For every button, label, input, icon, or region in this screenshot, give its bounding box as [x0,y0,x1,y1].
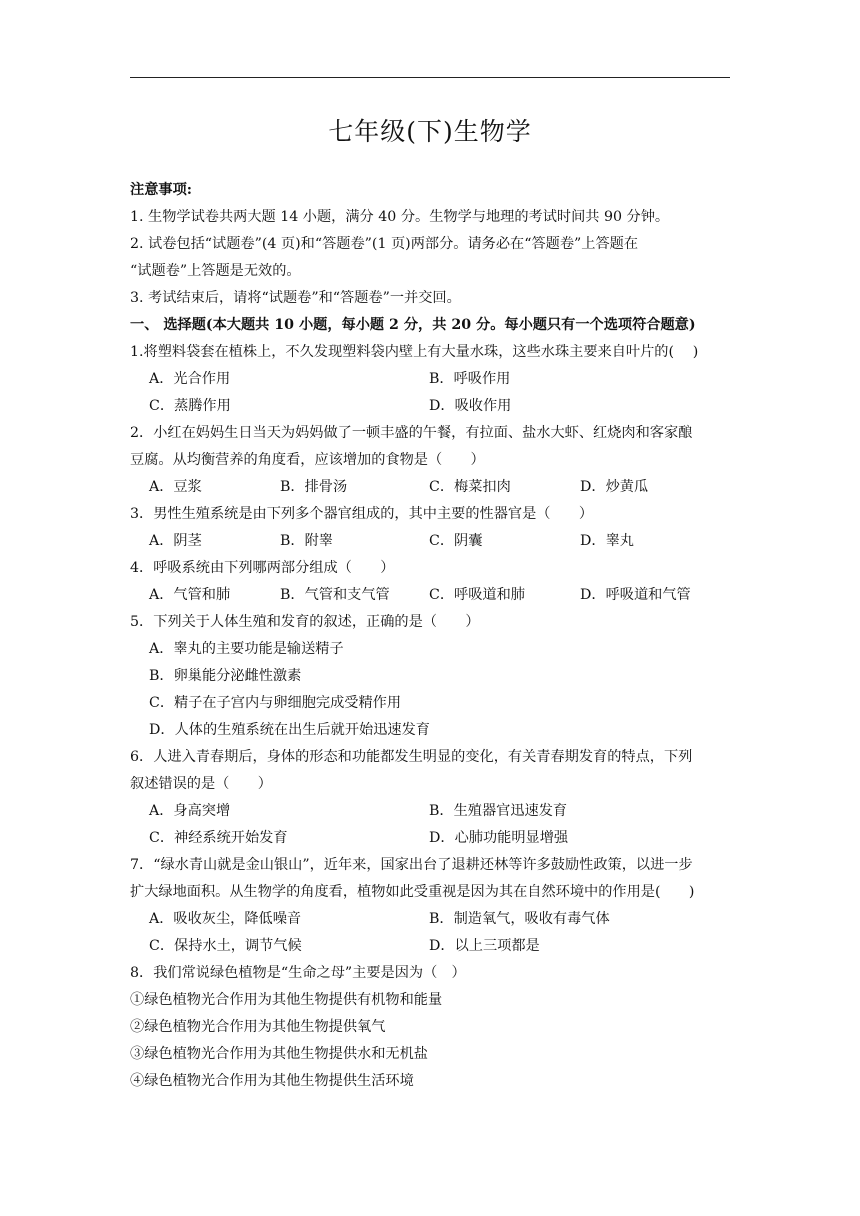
question-2-option-d: D．炒黄瓜 [580,479,649,495]
question-8-item-4: ④绿色植物光合作用为其他生物提供生活环境 [130,1073,414,1089]
question-4-option-c: C．呼吸道和肺 [429,587,525,603]
question-7-stem: 7．“绿水青山就是金山银山”，近年来，国家出台了退耕还林等许多鼓励性政策，以进一步 [130,857,693,873]
question-4-option-b: B．气管和支气管 [280,587,390,603]
question-6-stem-cont: 叙述错误的是（ ） [130,776,272,792]
question-5-option-a: A．睾丸的主要功能是输送精子 [149,641,344,657]
question-2-option-a: A．豆浆 [149,479,202,495]
question-8-item-1: ①绿色植物光合作用为其他生物提供有机物和能量 [130,992,443,1008]
question-5-option-d: D．人体的生殖系统在出生后就开始迅速发育 [149,722,430,738]
question-3-option-a: A．阴茎 [149,533,202,549]
question-8-stem: 8．我们常说绿色植物是“生命之母”主要是因为（ ） [130,965,466,981]
question-7-option-c: C．保持水土，调节气候 [149,938,302,954]
question-4-option-a: A．气管和肺 [149,587,231,603]
question-4-option-d: D．呼吸道和气管 [580,587,691,603]
question-6-option-d: D．心肺功能明显增强 [429,830,569,846]
question-1-option-b: B．呼吸作用 [429,371,511,387]
question-1-option-a: A．光合作用 [149,371,231,387]
question-1-stem: 1.将塑料袋套在植株上，不久发现塑料袋内壁上有大量水珠，这些水珠主要来自叶片的( ) [130,344,699,360]
question-8-item-2: ②绿色植物光合作用为其他生物提供氧气 [130,1019,386,1035]
header-rule [130,77,730,78]
question-5-option-c: C．精子在子宫内与卵细胞完成受精作用 [149,695,402,711]
notice-2: 2. 试卷包括“试题卷”(4 页)和“答题卷”(1 页)两部分。请务必在“答题卷”上答题在 [130,236,639,252]
question-4-stem: 4．呼吸系统由下列哪两部分组成（ ） [130,560,395,576]
question-2-stem-cont: 豆腐。从均衡营养的角度看，应该增加的食物是（ ） [130,452,485,468]
question-2-option-b: B．排骨汤 [280,479,348,495]
question-7-stem-cont: 扩大绿地面积。从生物学的角度看，植物如此受重视是因为其在自然环境中的作用是( ) [130,884,695,900]
notice-heading: 注意事项: [130,182,192,198]
question-6-option-a: A．身高突增 [149,803,231,819]
question-7-option-b: B．制造氧气，吸收有毒气体 [429,911,610,927]
question-2-option-c: C．梅菜扣肉 [429,479,511,495]
question-5-option-b: B．卵巢能分泌雌性激素 [149,668,302,684]
question-3-option-b: B．附睾 [280,533,333,549]
question-8-item-3: ③绿色植物光合作用为其他生物提供水和无机盐 [130,1046,428,1062]
question-6-option-b: B．生殖器官迅速发育 [429,803,568,819]
question-3-option-c: C．阴囊 [429,533,483,549]
question-5-stem: 5．下列关于人体生殖和发育的叙述，正确的是（ ） [130,614,480,630]
question-7-option-d: D．以上三项都是 [429,938,540,954]
question-7-option-a: A．吸收灰尘，降低噪音 [149,911,302,927]
notice-1: 1. 生物学试卷共两大题 14 小题，满分 40 分。生物学与地理的考试时间共 90 分钟。 [130,209,670,225]
page-title: 七年级(下)生物学 [328,117,532,146]
section-heading: 一、 选择题(本大题共 10 小题，每小题 2 分，共 20 分。每小题只有一个选项符合题意) [130,317,696,333]
question-6-stem: 6．人进入青春期后，身体的形态和功能都发生明显的变化，有关青春期发育的特点，下列 [130,749,693,765]
notice-2-cont: “试题卷”上答题是无效的。 [130,263,301,279]
notice-3: 3. 考试结束后，请将“试题卷”和“答题卷”一并交回。 [130,290,461,306]
question-1-option-d: D．吸收作用 [429,398,512,414]
question-2-stem: 2．小红在妈妈生日当天为妈妈做了一顿丰盛的午餐，有拉面、盐水大虾、红烧肉和客家酿 [130,425,693,441]
question-1-option-c: C．蒸腾作用 [149,398,231,414]
question-3-stem: 3．男性生殖系统是由下列多个器官组成的，其中主要的性器官是（ ） [130,506,594,522]
question-3-option-d: D．睾丸 [580,533,634,549]
question-6-option-c: C．神经系统开始发育 [149,830,288,846]
